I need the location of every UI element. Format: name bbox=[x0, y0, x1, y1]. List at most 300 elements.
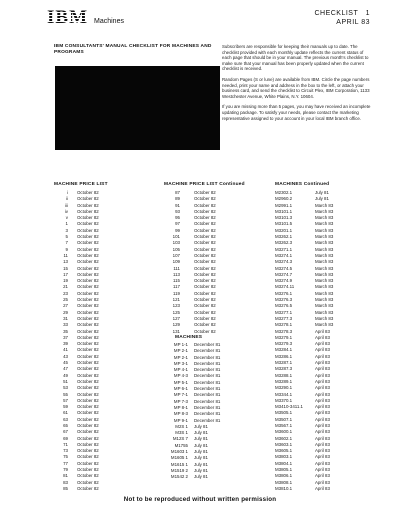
page-number: 31 bbox=[63, 315, 68, 321]
page-number: M3201.1 bbox=[275, 227, 293, 233]
page-date: April 83 bbox=[315, 485, 330, 491]
page-date: March 83 bbox=[315, 208, 334, 214]
page-number: 45 bbox=[63, 360, 68, 366]
checklist-header bbox=[314, 9, 370, 27]
page-number: M3808.1 bbox=[275, 479, 293, 485]
page-number: M3605.1 bbox=[275, 448, 293, 454]
page-number: M2960.2 bbox=[275, 196, 293, 202]
page-date: April 83 bbox=[315, 479, 330, 485]
page-date: October 82 bbox=[194, 265, 216, 271]
page-number: 25 bbox=[63, 297, 68, 303]
page-number: 93 bbox=[175, 208, 180, 214]
checklist-number: 1 bbox=[365, 10, 370, 17]
page-date: October 82 bbox=[194, 196, 216, 202]
page-date: December 81 bbox=[194, 404, 221, 410]
page-date: July 81 bbox=[194, 430, 208, 436]
page-date: October 82 bbox=[194, 246, 216, 252]
page-number: 57 bbox=[63, 397, 68, 403]
page-date: October 82 bbox=[77, 347, 99, 353]
page-number: 103 bbox=[172, 240, 180, 246]
page-date: July 81 bbox=[194, 442, 208, 448]
page-date: October 82 bbox=[77, 429, 99, 435]
page-date: October 82 bbox=[77, 265, 99, 271]
page-number: 81 bbox=[63, 473, 68, 479]
page-date: March 83 bbox=[315, 303, 334, 309]
page-number: 41 bbox=[63, 347, 68, 353]
page-number: iv bbox=[64, 208, 68, 214]
page-date: October 82 bbox=[77, 334, 99, 340]
page-number: M3370.1 bbox=[275, 397, 293, 403]
page-date: October 82 bbox=[77, 372, 99, 378]
ibm-logo-word: Machines bbox=[94, 18, 124, 25]
page-date: October 82 bbox=[194, 240, 216, 246]
page-number: M3505.1 bbox=[275, 410, 293, 416]
page-number: 5 bbox=[65, 234, 68, 240]
page-number: M3274.7 bbox=[275, 271, 293, 277]
page-date: October 82 bbox=[77, 410, 99, 416]
page-number: 37 bbox=[63, 334, 68, 340]
page-number: 127 bbox=[172, 315, 180, 321]
page-number: 125 bbox=[172, 309, 180, 315]
page-number: M3804.1 bbox=[275, 460, 293, 466]
page-date: October 82 bbox=[194, 315, 216, 321]
page-date: October 82 bbox=[77, 416, 99, 422]
page-date: October 82 bbox=[77, 221, 99, 227]
page-number: 107 bbox=[172, 252, 180, 258]
page-number: 23 bbox=[63, 290, 68, 296]
page-date: October 82 bbox=[194, 234, 216, 240]
page-date: March 83 bbox=[315, 265, 334, 271]
instructions-paragraph-1: Subscribers are responsible for keeping their manuals up to date. The checklist provided with each monthly update reflects the current status of each page that should be in your manual. The previous month's checklist to make sure that your manual has been properly updated when the current checklist is received. bbox=[222, 44, 369, 72]
page-number: 129 bbox=[172, 322, 180, 328]
page-date: October 82 bbox=[194, 190, 216, 195]
page-date: October 82 bbox=[77, 234, 99, 240]
page-date: July 81 bbox=[194, 423, 208, 429]
page-number: M3287.1 bbox=[275, 360, 293, 366]
page-number: 89 bbox=[175, 196, 180, 202]
page-date: December 81 bbox=[194, 386, 221, 392]
page-date: October 82 bbox=[194, 221, 216, 227]
page-number: 77 bbox=[63, 460, 68, 466]
page-number: 15 bbox=[63, 265, 68, 271]
page-number: MP 2-1 bbox=[173, 348, 188, 354]
page-date: October 82 bbox=[194, 322, 216, 328]
page-number: MP 1-1 bbox=[173, 342, 188, 347]
page-date: October 82 bbox=[77, 322, 99, 328]
page-date: October 82 bbox=[194, 284, 216, 290]
page-date: October 82 bbox=[77, 341, 99, 347]
page-date: March 83 bbox=[315, 271, 334, 277]
page-number: M3284.1 bbox=[275, 347, 293, 353]
page-date: December 81 bbox=[194, 348, 221, 354]
page-date: October 82 bbox=[77, 271, 99, 277]
page-number: M3287.3 bbox=[275, 366, 293, 372]
page-date: October 82 bbox=[194, 208, 216, 214]
page-number: M3803.1 bbox=[275, 454, 293, 460]
page-date: October 82 bbox=[77, 215, 99, 221]
page-number: 91 bbox=[175, 202, 180, 208]
page-number: 1 bbox=[65, 221, 68, 227]
page-number: 11 bbox=[63, 252, 68, 258]
page-date: March 83 bbox=[315, 284, 334, 290]
page-date: December 81 bbox=[194, 360, 221, 366]
page-number: 17 bbox=[63, 271, 68, 277]
page-number: MP 8-3 bbox=[173, 411, 188, 417]
page-number: M3262.1 bbox=[275, 234, 293, 240]
page-date: October 82 bbox=[194, 278, 216, 284]
page-date: April 83 bbox=[315, 441, 330, 447]
page-date: April 83 bbox=[315, 404, 330, 410]
page-number: 51 bbox=[63, 378, 68, 384]
page-number: MP 9-1 bbox=[173, 417, 188, 423]
page-number: 19 bbox=[63, 278, 68, 284]
page-number: 61 bbox=[63, 410, 68, 416]
page-date: April 83 bbox=[315, 378, 330, 384]
page-number: 69 bbox=[63, 435, 68, 441]
page-date: March 83 bbox=[315, 234, 334, 240]
page-date: October 82 bbox=[77, 309, 99, 315]
page-number: i bbox=[67, 190, 68, 195]
col2-heading: MACHINE PRICE LIST Continued bbox=[164, 182, 245, 187]
page-number: M3101.5 bbox=[275, 221, 293, 227]
checklist-row bbox=[275, 486, 385, 492]
page-number: 119 bbox=[173, 290, 180, 296]
page-date: October 82 bbox=[77, 448, 99, 454]
page-number: M3810.1 bbox=[275, 485, 293, 491]
page-date: March 83 bbox=[315, 297, 334, 303]
page-date: October 82 bbox=[77, 473, 99, 479]
ibm-logo bbox=[47, 7, 124, 28]
page-number: M3805.1 bbox=[275, 467, 293, 473]
page-date: October 82 bbox=[77, 208, 99, 214]
page-number: 49 bbox=[63, 372, 68, 378]
page-number: MP 7-1 bbox=[173, 392, 188, 398]
page-number: M3274.1 bbox=[275, 252, 293, 258]
page-date: July 81 bbox=[194, 449, 208, 455]
page-date: December 81 bbox=[194, 411, 221, 417]
page-number: 131 bbox=[172, 328, 180, 334]
page-date: October 82 bbox=[194, 309, 216, 315]
page-number: 79 bbox=[63, 467, 68, 473]
page-date: March 83 bbox=[315, 259, 334, 265]
page-date: April 83 bbox=[315, 334, 330, 340]
page-number: M3286.1 bbox=[275, 353, 293, 359]
page-date: April 83 bbox=[315, 429, 330, 435]
page-number: MP 3-1 bbox=[173, 360, 188, 366]
page-date: July 81 bbox=[315, 196, 329, 202]
page-date: March 83 bbox=[315, 227, 334, 233]
page-number: MP 4-1 bbox=[173, 367, 188, 373]
page-number: 85 bbox=[63, 485, 68, 491]
page-number: M1542 2 bbox=[170, 474, 188, 480]
page-date: March 83 bbox=[315, 221, 334, 227]
ibm-logo-mark: IBM bbox=[47, 7, 88, 28]
instructions-text bbox=[222, 44, 372, 126]
page-date: December 81 bbox=[194, 342, 221, 347]
page-number: 115 bbox=[173, 278, 180, 284]
page-number: M3289.1 bbox=[275, 378, 293, 384]
page-number: 3 bbox=[65, 227, 68, 233]
page-number: MP 2-1 bbox=[173, 354, 188, 360]
page-date: July 81 bbox=[194, 474, 208, 480]
page-date: October 82 bbox=[77, 290, 99, 296]
page-date: April 83 bbox=[315, 435, 330, 441]
page-date: October 82 bbox=[194, 328, 216, 334]
page-date: October 82 bbox=[77, 353, 99, 359]
page-date: April 83 bbox=[315, 467, 330, 473]
page-date: March 83 bbox=[315, 322, 334, 328]
page-number: M1755 bbox=[174, 442, 188, 448]
page-number: M3278.3 bbox=[275, 328, 293, 334]
page-number: 71 bbox=[63, 441, 68, 447]
page-number: M3101.3 bbox=[275, 215, 293, 221]
page-date: April 83 bbox=[315, 360, 330, 366]
page-number: M3567.1 bbox=[275, 422, 293, 428]
page-date: October 82 bbox=[77, 391, 99, 397]
page-number: M3507.1 bbox=[275, 416, 293, 422]
manual-checklist-title: IBM CONSULTANTS' MANUAL CHECKLIST FOR MACHINES AND PROGRAMS bbox=[54, 44, 212, 55]
page-number: 43 bbox=[63, 353, 68, 359]
page-date: October 82 bbox=[77, 385, 99, 391]
page-date: March 83 bbox=[315, 309, 334, 315]
page-date: July 81 bbox=[194, 467, 208, 473]
page-number: 123 bbox=[172, 303, 180, 309]
page-number: M3274.3 bbox=[275, 259, 293, 265]
page-number: 47 bbox=[63, 366, 68, 372]
page-date: October 82 bbox=[194, 202, 216, 208]
page-date: October 82 bbox=[77, 479, 99, 485]
page-number: M3277.1 bbox=[275, 309, 293, 315]
page-number: 67 bbox=[63, 429, 68, 435]
page-date: October 82 bbox=[77, 397, 99, 403]
page-date: July 81 bbox=[194, 455, 208, 461]
page-date: October 82 bbox=[194, 290, 216, 296]
page-date: October 82 bbox=[77, 259, 99, 265]
page-number: M3279.1 bbox=[275, 334, 293, 340]
checklist-date: APRIL 83 bbox=[336, 19, 370, 26]
page-number: M3276.5 bbox=[275, 303, 293, 309]
page-date: October 82 bbox=[77, 303, 99, 309]
page-date: March 83 bbox=[315, 202, 334, 208]
page-date: April 83 bbox=[315, 473, 330, 479]
page-number: M3344.1 bbox=[275, 391, 293, 397]
page-number: 39 bbox=[63, 341, 68, 347]
page-number: M3288.1 bbox=[275, 372, 293, 378]
page-date: April 83 bbox=[315, 366, 330, 372]
page-date: October 82 bbox=[77, 202, 99, 208]
page-date: October 82 bbox=[77, 467, 99, 473]
page-date: October 82 bbox=[77, 190, 99, 195]
page-number: 95 bbox=[175, 215, 180, 221]
page-date: December 81 bbox=[194, 417, 221, 423]
page-date: October 82 bbox=[77, 485, 99, 491]
page-number: M3271.1 bbox=[275, 246, 293, 252]
page-date: April 83 bbox=[315, 416, 330, 422]
page-number: v bbox=[65, 215, 68, 221]
col1-heading: MACHINE PRICE LIST bbox=[54, 182, 108, 187]
page-number: 33 bbox=[63, 322, 68, 328]
page-date: March 83 bbox=[315, 278, 334, 284]
page-date: October 82 bbox=[77, 435, 99, 441]
page-date: December 81 bbox=[194, 373, 221, 379]
page-date: April 83 bbox=[315, 347, 330, 353]
page-number: 87 bbox=[175, 190, 180, 195]
page-number: 109 bbox=[172, 259, 180, 265]
page-date: April 83 bbox=[315, 410, 330, 416]
page-date: October 82 bbox=[77, 460, 99, 466]
page-date: October 82 bbox=[77, 227, 99, 233]
page-number: 55 bbox=[63, 391, 68, 397]
page-number: M1603 1 bbox=[170, 449, 188, 455]
page-number: M2302.1 bbox=[275, 190, 293, 195]
instructions-paragraph-3: If you are missing more than 5 pages, you may have received an incomplete updating package. To satisfy your needs, please contact the marketing representative assigned to your account in your local IBM branch office. bbox=[222, 104, 371, 121]
page-number: 9 bbox=[65, 246, 68, 252]
page-number: M3276.1 bbox=[275, 290, 293, 296]
page-date: October 82 bbox=[194, 303, 216, 309]
page-number: 99 bbox=[175, 227, 180, 233]
page-date: October 82 bbox=[77, 278, 99, 284]
page-number: M1605 1 bbox=[170, 455, 188, 461]
page-date: October 82 bbox=[77, 252, 99, 258]
page-date: April 83 bbox=[315, 372, 330, 378]
page-date: April 83 bbox=[315, 422, 330, 428]
page-date: April 83 bbox=[315, 385, 330, 391]
page-date: March 83 bbox=[315, 240, 334, 246]
footer-notice: Not to be reproduced without written permission bbox=[123, 496, 277, 503]
page-date: April 83 bbox=[315, 353, 330, 359]
page-number: ii bbox=[66, 196, 68, 202]
page-date: March 83 bbox=[315, 215, 334, 221]
page-date: December 81 bbox=[194, 398, 221, 404]
checklist-row bbox=[54, 486, 154, 492]
page-date: October 82 bbox=[77, 196, 99, 202]
page-date: December 81 bbox=[194, 379, 221, 385]
page-date: October 82 bbox=[77, 366, 99, 372]
page-number: 113 bbox=[173, 271, 180, 277]
page-date: March 83 bbox=[315, 246, 334, 252]
page-number: 105 bbox=[172, 246, 180, 252]
page-number: M3277.3 bbox=[275, 315, 293, 321]
page-date: October 82 bbox=[77, 328, 99, 334]
page-number: 121 bbox=[172, 297, 180, 303]
page-number: M3602.1 bbox=[275, 435, 293, 441]
page-date: December 81 bbox=[194, 367, 221, 373]
page-number: MP 6-1 bbox=[173, 386, 188, 392]
page-number: 53 bbox=[63, 385, 68, 391]
page-date: April 83 bbox=[315, 397, 330, 403]
page-date: October 82 bbox=[194, 215, 216, 221]
page-number: M3276.3 bbox=[275, 297, 293, 303]
page-number: 75 bbox=[63, 454, 68, 460]
page-date: March 83 bbox=[315, 290, 334, 296]
page-date: October 82 bbox=[77, 378, 99, 384]
page-date: April 83 bbox=[315, 341, 330, 347]
page-date: July 81 bbox=[194, 461, 208, 467]
page-number: M3410-3411.1 bbox=[275, 404, 303, 410]
page-number: M3290.1 bbox=[275, 385, 293, 391]
page-date: April 83 bbox=[315, 460, 330, 466]
page-number: MP 8-1 bbox=[173, 404, 188, 410]
page-number: M3278.1 bbox=[275, 322, 293, 328]
page-number: 27 bbox=[63, 303, 68, 309]
checklist-row bbox=[164, 474, 274, 480]
page-number: 97 bbox=[175, 221, 180, 227]
page-number: M1615 1 bbox=[170, 461, 188, 467]
page-date: December 81 bbox=[194, 392, 221, 398]
checklist-row bbox=[164, 329, 274, 335]
page-number: M3274.11 bbox=[275, 284, 295, 290]
page-date: October 82 bbox=[77, 240, 99, 246]
page-number: M3S 1 bbox=[175, 430, 188, 436]
page-date: December 81 bbox=[194, 354, 221, 360]
page-date: October 82 bbox=[77, 441, 99, 447]
page-date: July 81 bbox=[194, 436, 208, 442]
page-date: October 82 bbox=[77, 246, 99, 252]
page-number: MP 4-3 bbox=[173, 373, 188, 379]
page-date: October 82 bbox=[77, 360, 99, 366]
checklist-title-line bbox=[314, 9, 370, 18]
page-date: October 82 bbox=[77, 422, 99, 428]
page-number: M3274.5 bbox=[275, 265, 293, 271]
page-number: MP 5-1 bbox=[173, 379, 188, 385]
page-number: 73 bbox=[63, 448, 68, 454]
page-number: 35 bbox=[63, 328, 68, 334]
page-date: July 81 bbox=[315, 190, 329, 195]
page-number: 83 bbox=[63, 479, 68, 485]
col2-list bbox=[164, 190, 274, 335]
page-date: October 82 bbox=[194, 259, 216, 265]
col2-machines-list bbox=[164, 342, 274, 481]
page-date: March 83 bbox=[315, 315, 334, 321]
instructions-paragraph-2: Random Pages (S or lune) are available from IBM. Circle the page numbers needed, print your name and address in the box to the left, or attach your business card, and send the checklist to Circuit Plex, IBM Corporation, 1133 Westchester Avenue, White Plains, N.Y. 10604. bbox=[222, 76, 370, 99]
page-date: October 82 bbox=[77, 284, 99, 290]
page-number: 13 bbox=[63, 259, 68, 265]
page-date: October 82 bbox=[77, 404, 99, 410]
page-number: M3603.1 bbox=[275, 441, 293, 447]
address-box bbox=[55, 66, 220, 150]
page-date: April 83 bbox=[315, 391, 330, 397]
page-number: 7 bbox=[65, 240, 68, 246]
page-number: M3279.3 bbox=[275, 341, 293, 347]
page-number: 117 bbox=[173, 284, 180, 290]
page-date: October 82 bbox=[77, 454, 99, 460]
col1-list bbox=[54, 190, 154, 492]
page-date: October 82 bbox=[194, 252, 216, 258]
page-number: 29 bbox=[63, 309, 68, 315]
page-number: M3806.1 bbox=[275, 473, 293, 479]
page-number: 101 bbox=[172, 234, 180, 240]
page-number: M3600.1 bbox=[275, 429, 293, 435]
page-number: MP 7-3 bbox=[173, 398, 188, 404]
page-number: M12S 7 bbox=[172, 436, 188, 442]
page-number: M3262.3 bbox=[275, 240, 293, 246]
page-number: 63 bbox=[63, 416, 68, 422]
col3-list bbox=[275, 190, 385, 492]
page-number: 111 bbox=[173, 265, 180, 271]
page-date: October 82 bbox=[77, 297, 99, 303]
page-date: April 83 bbox=[315, 448, 330, 454]
page-date: April 83 bbox=[315, 328, 330, 334]
page-date: March 83 bbox=[315, 252, 334, 258]
page-number: M2S 1 bbox=[175, 423, 188, 429]
machines-heading: MACHINES bbox=[175, 335, 203, 340]
page-number: 21 bbox=[63, 284, 68, 290]
col3-heading: MACHINES Continued bbox=[275, 182, 330, 187]
page-date: October 82 bbox=[194, 227, 216, 233]
page-number: iii bbox=[65, 202, 68, 208]
page-number: M1519 2 bbox=[170, 467, 188, 473]
page-date: April 83 bbox=[315, 454, 330, 460]
